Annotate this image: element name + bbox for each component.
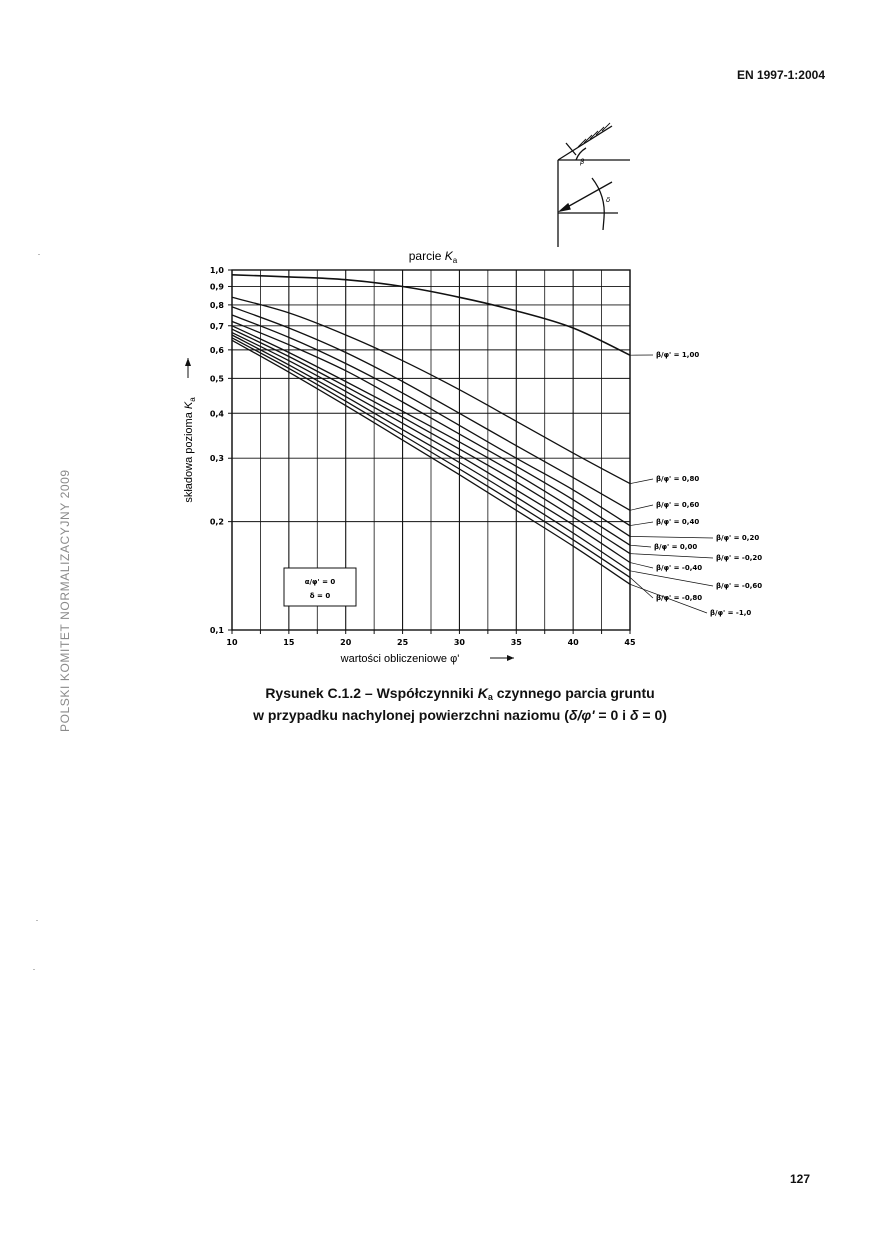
y-tick-label: 0,5 — [209, 374, 224, 384]
curve-label: β/φ' = 0,20 — [716, 534, 760, 542]
y-tick-label: 0,2 — [209, 517, 224, 527]
y-tick-label: 0,6 — [209, 345, 224, 355]
x-tick-label: 35 — [510, 638, 522, 647]
page-number: 127 — [790, 1172, 811, 1186]
caption-line-2: w przypadku nachylonej powierzchni naziomu (δ/φ' = 0 i δ = 0) — [253, 707, 667, 723]
curve-label: β/φ' = -1,0 — [710, 609, 752, 617]
curve-label-leader — [630, 522, 653, 526]
soil-hatch — [578, 123, 610, 147]
x-tick-label: 10 — [226, 638, 238, 647]
x-axis-label: wartości obliczeniowe φ' — [340, 653, 460, 665]
side-watermark: POLSKI KOMITET NORMALIZACYJNY 2009 — [58, 469, 72, 732]
wall-diagram — [558, 123, 630, 247]
y-tick-label: 0,7 — [209, 321, 224, 331]
legend-frame — [284, 568, 356, 606]
standard-code: EN 1997-1:2004 — [736, 68, 825, 82]
thrust-arrow-line — [562, 182, 612, 210]
curve-label: β/φ' = -0,20 — [716, 554, 763, 562]
x-tick-label: 25 — [397, 638, 409, 647]
curve-label: β/φ' = 1,00 — [656, 351, 700, 359]
x-tick-label: 40 — [567, 638, 579, 647]
caption-line-1: Rysunek C.1.2 – Współczynniki $K_a$ czynnego parcia gruntu — [265, 685, 655, 702]
y-axis-arrow-head — [185, 358, 191, 366]
y-axis-label: składowa pozioma $K_a$ — [183, 397, 197, 503]
legend-box — [284, 568, 356, 606]
beta-symbol: β — [580, 158, 585, 166]
delta-angle-arc — [592, 178, 604, 218]
legend-line-2: δ = 0 — [309, 592, 331, 600]
x-tick-label: 20 — [340, 638, 352, 647]
curve-label: β/φ' = 0,00 — [654, 543, 698, 551]
x-tick-label: 45 — [624, 638, 636, 647]
curve-label-leader — [630, 505, 653, 510]
curve-label: β/φ' = 0,60 — [656, 501, 700, 509]
curve-labels — [630, 351, 762, 617]
curve-label: β/φ' = -0,80 — [656, 594, 703, 602]
curve-label-leader — [630, 479, 653, 484]
curve-label: β/φ' = 0,40 — [656, 518, 700, 526]
thrust-arrow-head — [560, 204, 570, 211]
curve-label: β/φ' = 0,80 — [656, 475, 700, 483]
curve-label-leader — [630, 571, 713, 586]
delta-symbol: δ — [606, 196, 611, 204]
delta-tick-line — [603, 218, 604, 230]
y-tick-label: 1,0 — [209, 266, 224, 275]
y-tick-label: 0,4 — [209, 409, 224, 419]
curve-label: β/φ' = -0,40 — [656, 564, 703, 572]
x-axis-arrow-head — [507, 655, 514, 661]
curve-label-leader — [630, 577, 653, 598]
curve-label-leader — [630, 562, 653, 568]
curve-label: β/φ' = -0,60 — [716, 582, 763, 590]
curve-label-leader — [630, 536, 713, 538]
x-tick-label: 15 — [283, 638, 295, 647]
curve-label-leader — [630, 554, 713, 558]
curve-label-leader — [630, 545, 651, 547]
legend-line-1: α/φ' = 0 — [304, 578, 336, 586]
figure-caption — [0, 684, 893, 724]
chart-title: parcie $K_a$ — [408, 249, 458, 265]
y-tick-label: 0,9 — [209, 282, 224, 292]
y-tick-label: 0,1 — [209, 626, 224, 635]
y-tick-label: 0,3 — [209, 454, 224, 464]
tick-labels — [210, 266, 636, 647]
y-tick-label: 0,8 — [209, 300, 224, 310]
x-tick-label: 30 — [453, 638, 465, 647]
